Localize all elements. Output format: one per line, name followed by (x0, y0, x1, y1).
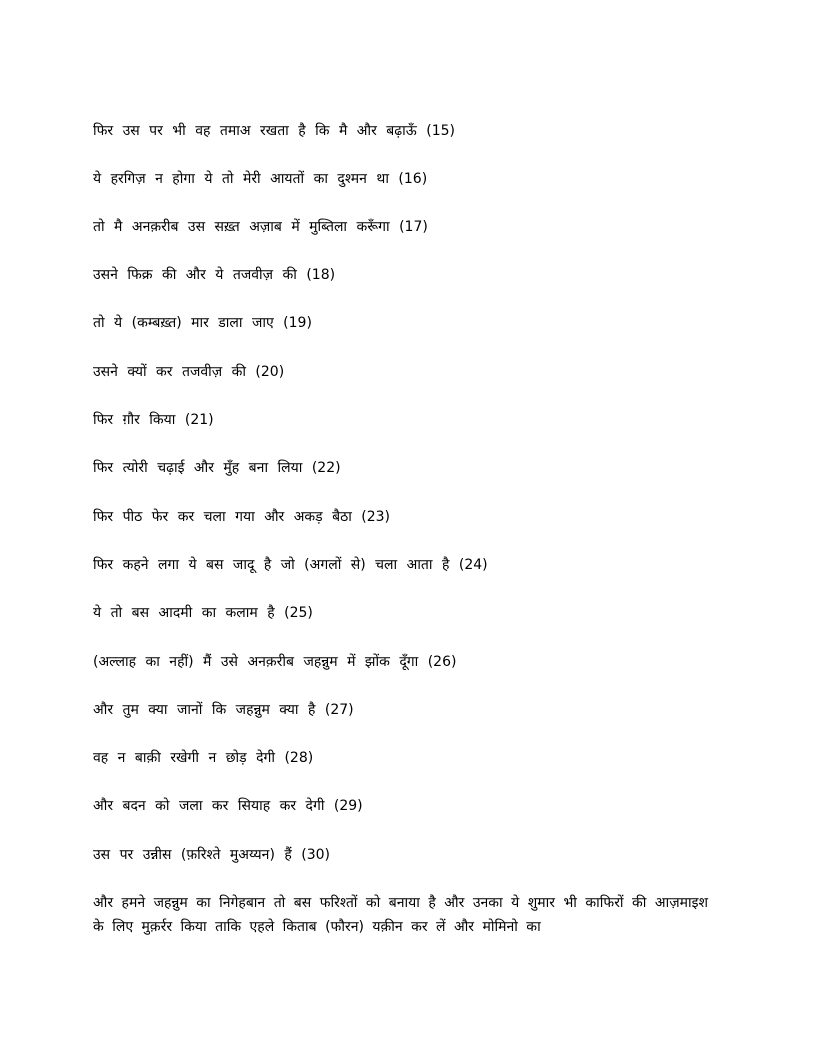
verse-line-20: उसने क्यों कर तजवीज़ की (20) (93, 364, 285, 380)
verse-line-28: वह न बाक़ी रखेगी न छोड़ देगी (28) (93, 750, 314, 766)
verse-line-17: तो मै अनक़रीब उस सख़्त अज़ाब में मुब्तिला करूँगा (17) (93, 219, 428, 235)
verse-line-27: और तुम क्या जानों कि जहन्नुम क्या है (27) (93, 702, 354, 718)
verse-line-26: (अल्लाह का नहीं) मैं उसे अनक़रीब जहन्नुम में झोंक दूँगा (26) (93, 654, 457, 670)
verse-line-24: फिर कहने लगा ये बस जादू है जो (अगलों से) चला आता है (24) (93, 557, 488, 573)
verse-line-16: ये हरगिज़ न होगा ये तो मेरी आयतों का दुश्मन था (16) (93, 171, 428, 187)
verse-line-25: ये तो बस आदमी का कलाम है (25) (93, 605, 313, 621)
verse-line-15: फिर उस पर भी वह तमाअ रखता है कि मै और बढ़ाऊँ (15) (93, 123, 455, 139)
verse-line-21: फिर ग़ौर किया (21) (93, 412, 214, 428)
verse-line-18: उसने फिक्र की और ये तजवीज़ की (18) (93, 267, 336, 283)
verse-line-23: फिर पीठ फेर कर चला गया और अकड़ बैठा (23) (93, 509, 391, 525)
verse-line-22: फिर त्योरी चढ़ाई और मुँह बना लिया (22) (93, 460, 341, 476)
verse-line-30: उस पर उन्नीस (फ़रिश्ते मुअय्यन) हैं (30) (93, 847, 330, 863)
verse-line-29: और बदन को जला कर सियाह कर देगी (29) (93, 798, 363, 814)
verse-paragraph-31: और हमने जहन्नुम का निगेहबान तो बस फरिश्तों को बनाया है और उनका ये शुमार भी काफिरों की आज़माइश के लिए मुक़र्रर किया ताकि एहले किताब (फौरन) यक़ीन कर लें और मोमिनो का (93, 895, 708, 935)
verse-line-19: तो ये (कम्बख़्त) मार डाला जाए (19) (93, 315, 312, 331)
